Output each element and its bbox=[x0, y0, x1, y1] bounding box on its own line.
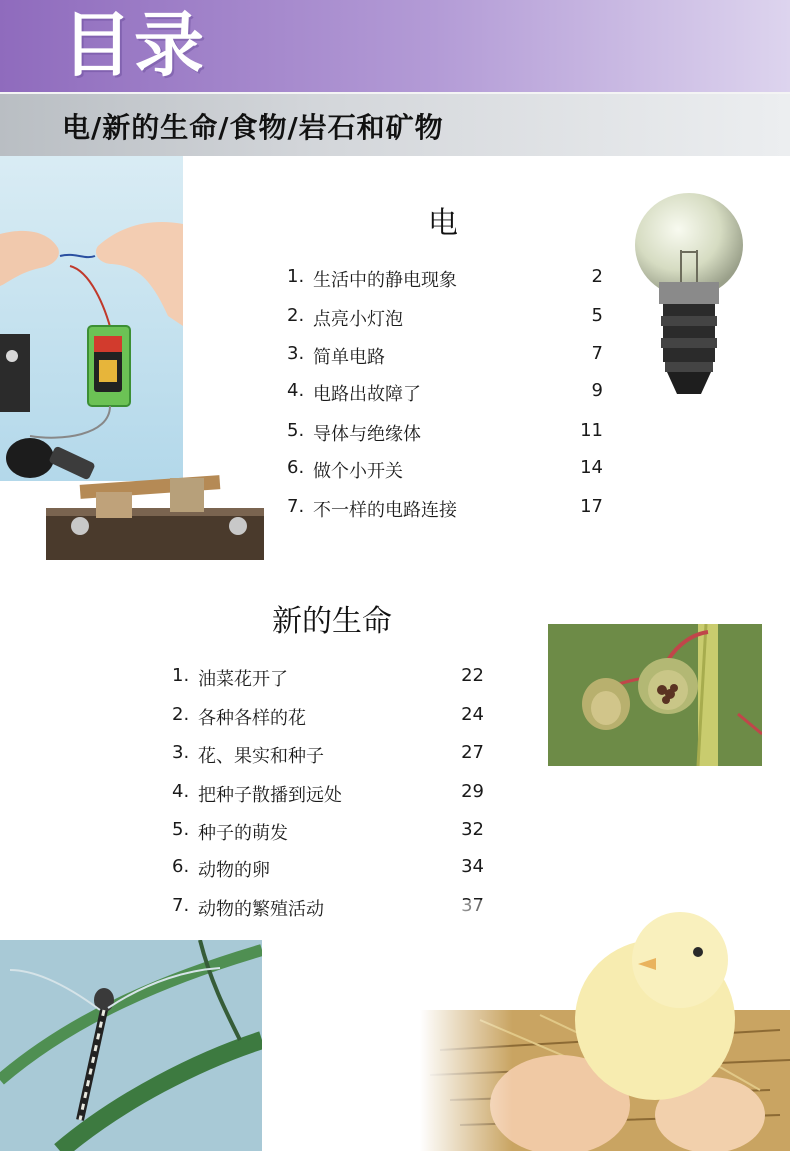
seed-pod-photo bbox=[548, 624, 762, 766]
entry-title: 做个小开关 bbox=[313, 461, 403, 482]
toc-entry[interactable] bbox=[287, 457, 603, 487]
entry-number: 4. bbox=[172, 781, 190, 802]
entry-page: 5 bbox=[591, 305, 603, 326]
entry-title: 不一样的电路连接 bbox=[313, 500, 457, 521]
entry-number: 3. bbox=[172, 742, 190, 763]
entry-title: 动物的卵 bbox=[198, 860, 270, 881]
entry-page: 2 bbox=[591, 266, 603, 287]
section-heading-new-life: 新的生命 bbox=[272, 604, 392, 639]
entry-number: 7. bbox=[287, 496, 305, 517]
entry-number: 5. bbox=[287, 420, 305, 441]
entry-title: 各种各样的花 bbox=[198, 708, 306, 729]
toc-entry[interactable] bbox=[287, 496, 603, 526]
entry-number: 6. bbox=[287, 457, 305, 478]
entry-number: 4. bbox=[287, 380, 305, 401]
section-heading-electricity: 电 bbox=[428, 206, 458, 241]
entry-title: 电路出故障了 bbox=[313, 384, 421, 405]
entry-number: 6. bbox=[172, 856, 190, 877]
toc-entry[interactable] bbox=[287, 343, 603, 373]
page-subtitle: 电/新的生命/食物/岩石和矿物 bbox=[62, 111, 444, 144]
entry-title: 点亮小灯泡 bbox=[313, 309, 403, 330]
knife-switch-illustration bbox=[0, 430, 270, 570]
entry-page: 27 bbox=[461, 742, 484, 763]
bleed-text bbox=[380, 206, 395, 227]
toc-entry[interactable] bbox=[287, 305, 603, 335]
entry-page: 34 bbox=[461, 856, 484, 877]
entry-page: 7 bbox=[591, 343, 603, 364]
entry-title: 把种子散播到远处 bbox=[198, 785, 342, 806]
entry-number: 1. bbox=[287, 266, 305, 287]
toc-entry[interactable] bbox=[172, 704, 484, 734]
dragonfly-illustration bbox=[0, 940, 262, 1151]
toc-entry[interactable] bbox=[287, 380, 603, 410]
entry-number: 2. bbox=[287, 305, 305, 326]
entry-page: 29 bbox=[461, 781, 484, 802]
entry-number: 7. bbox=[172, 895, 190, 916]
chick-photo bbox=[420, 900, 790, 1151]
entry-number: 5. bbox=[172, 819, 190, 840]
seed-pod-illustration bbox=[548, 624, 762, 766]
light-bulb-icon bbox=[625, 190, 755, 410]
toc-entry[interactable] bbox=[172, 665, 484, 695]
entry-page: 24 bbox=[461, 704, 484, 725]
page-title: 目录 bbox=[62, 4, 206, 86]
entry-title: 动物的繁殖活动 bbox=[198, 899, 324, 920]
toc-entry[interactable] bbox=[172, 781, 484, 811]
entry-title: 油菜花开了 bbox=[198, 669, 288, 690]
toc-entry[interactable] bbox=[172, 856, 484, 886]
chick-illustration bbox=[420, 900, 790, 1151]
toc-entry[interactable] bbox=[287, 266, 603, 296]
entry-title: 简单电路 bbox=[313, 347, 385, 368]
entry-page: 14 bbox=[580, 457, 603, 478]
toc-entry[interactable] bbox=[172, 819, 484, 849]
entry-title: 生活中的静电现象 bbox=[313, 270, 457, 291]
entry-page: 22 bbox=[461, 665, 484, 686]
header-band bbox=[0, 0, 790, 92]
dragonfly-photo bbox=[0, 940, 262, 1151]
toc-entry[interactable] bbox=[172, 742, 484, 772]
entry-page: 17 bbox=[580, 496, 603, 517]
entry-title: 种子的萌发 bbox=[198, 823, 288, 844]
entry-number: 2. bbox=[172, 704, 190, 725]
light-bulb-photo bbox=[625, 190, 755, 410]
toc-entry[interactable] bbox=[287, 420, 603, 450]
entry-page: 9 bbox=[591, 380, 603, 401]
entry-number: 1. bbox=[172, 665, 190, 686]
entry-number: 3. bbox=[287, 343, 305, 364]
entry-page: 32 bbox=[461, 819, 484, 840]
subtitle-band bbox=[0, 92, 790, 156]
entry-page: 11 bbox=[580, 420, 603, 441]
knife-switch bbox=[0, 430, 270, 570]
entry-title: 导体与绝缘体 bbox=[313, 424, 421, 445]
entry-title: 花、果实和种子 bbox=[198, 746, 324, 767]
